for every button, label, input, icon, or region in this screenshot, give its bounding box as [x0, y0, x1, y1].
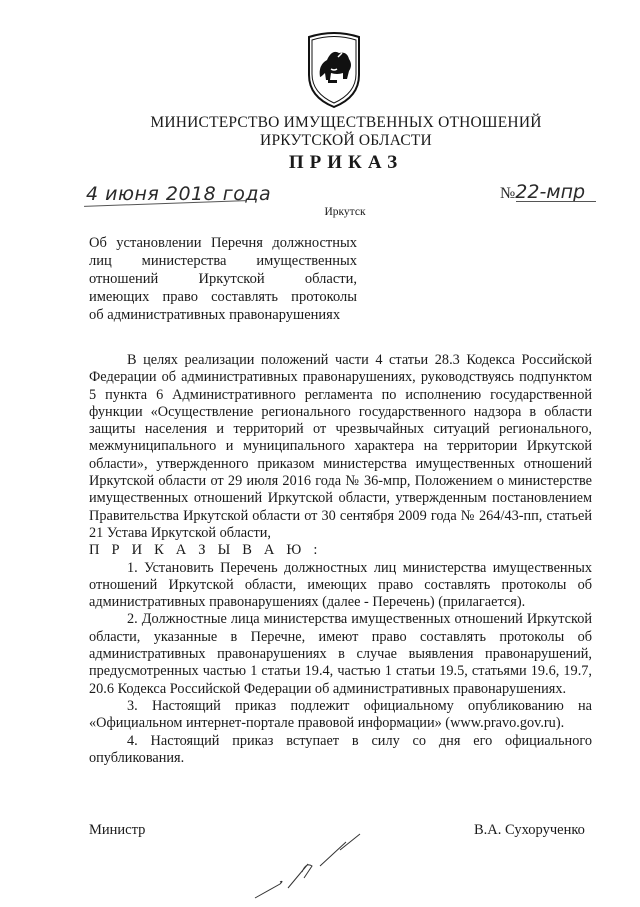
- order-item-3: 3. Настоящий приказ подлежит официальному опубликованию на «Официальном интернет-портале правовой информации» (www.pravo.gov.ru).: [89, 697, 592, 732]
- ministry-name-line1: МИНИСТЕРСТВО ИМУЩЕСТВЕННЫХ ОТНОШЕНИЙ: [150, 114, 542, 131]
- order-item-4: 4. Настоящий приказ вступает в силу со дня его официального опубликования.: [89, 732, 592, 766]
- order-item-2: 2. Должностные лица министерства имущественных отношений Иркутской области, указанные в Перечне, имеют право составлять протоколы об административных правонарушениях в случае выявления правонарушений, предусмотренных частью 1 статьи 19.4, частью 1 статьи 19.5, статьями 19.6, 19.7, 20.6 Кодекса Российской Федерации об административных правонарушениях.: [89, 611, 592, 697]
- number-sign: №: [500, 185, 516, 202]
- handwritten-number: 22-мпр: [515, 181, 586, 203]
- preamble-paragraph: В целях реализации положений части 4 статьи 28.3 Кодекса Российской Федерации об административных правонарушениях, руководствуясь подпунктом 5 пункта 6 Административного регламента по исполнению государственной функции «Осуществление регионального государственного надзора в области защиты населения и территорий от чрезвычайных ситуаций регионального, межмуниципального и муниципального характера на территории Иркутской области», утвержденного приказом министерства имущественных отношений Иркутской области от 29 июля 2016 года № 36-мпр, Положением о министерстве имущественных отношений Иркутской области, утвержденным постановлением Правительства Иркутской области от 30 сентября 2009 года № 264/43-пп, статьей 21 Устава Иркутской области,: [89, 352, 592, 541]
- minister-title: Министр: [89, 822, 146, 838]
- subject-line: Об установлении Перечня должностных: [89, 235, 357, 251]
- subject-line: об административных правонарушениях: [89, 307, 341, 323]
- city-label: Иркутск: [324, 206, 366, 218]
- order-body: [89, 352, 592, 767]
- document-type-title: ПРИКАЗ: [288, 152, 404, 173]
- subject-line: лиц министерства имущественных: [89, 253, 357, 269]
- minister-name: В.А. Сухорученко: [474, 822, 585, 838]
- order-item-1: 1. Установить Перечень должностных лиц министерства имущественных отношений Иркутской области, имеющих право составлять протоколы об административных правонарушениях (далее - Перечень) (прилагается).: [89, 559, 592, 611]
- handwritten-signature-icon: [250, 822, 390, 902]
- subject-line: отношений Иркутской области,: [89, 271, 357, 287]
- order-subject: [89, 234, 357, 324]
- handwritten-date: 4 июня 2018 года: [86, 183, 272, 205]
- coat-of-arms-icon: [303, 27, 365, 109]
- order-number: [500, 181, 585, 203]
- ministry-name-line2: ИРКУТСКОЙ ОБЛАСТИ: [260, 132, 432, 149]
- subject-line: имеющих право составлять протоколы: [89, 289, 357, 305]
- order-word: П Р И К А З Ы В А Ю :: [89, 542, 322, 559]
- number-underline: [516, 201, 596, 202]
